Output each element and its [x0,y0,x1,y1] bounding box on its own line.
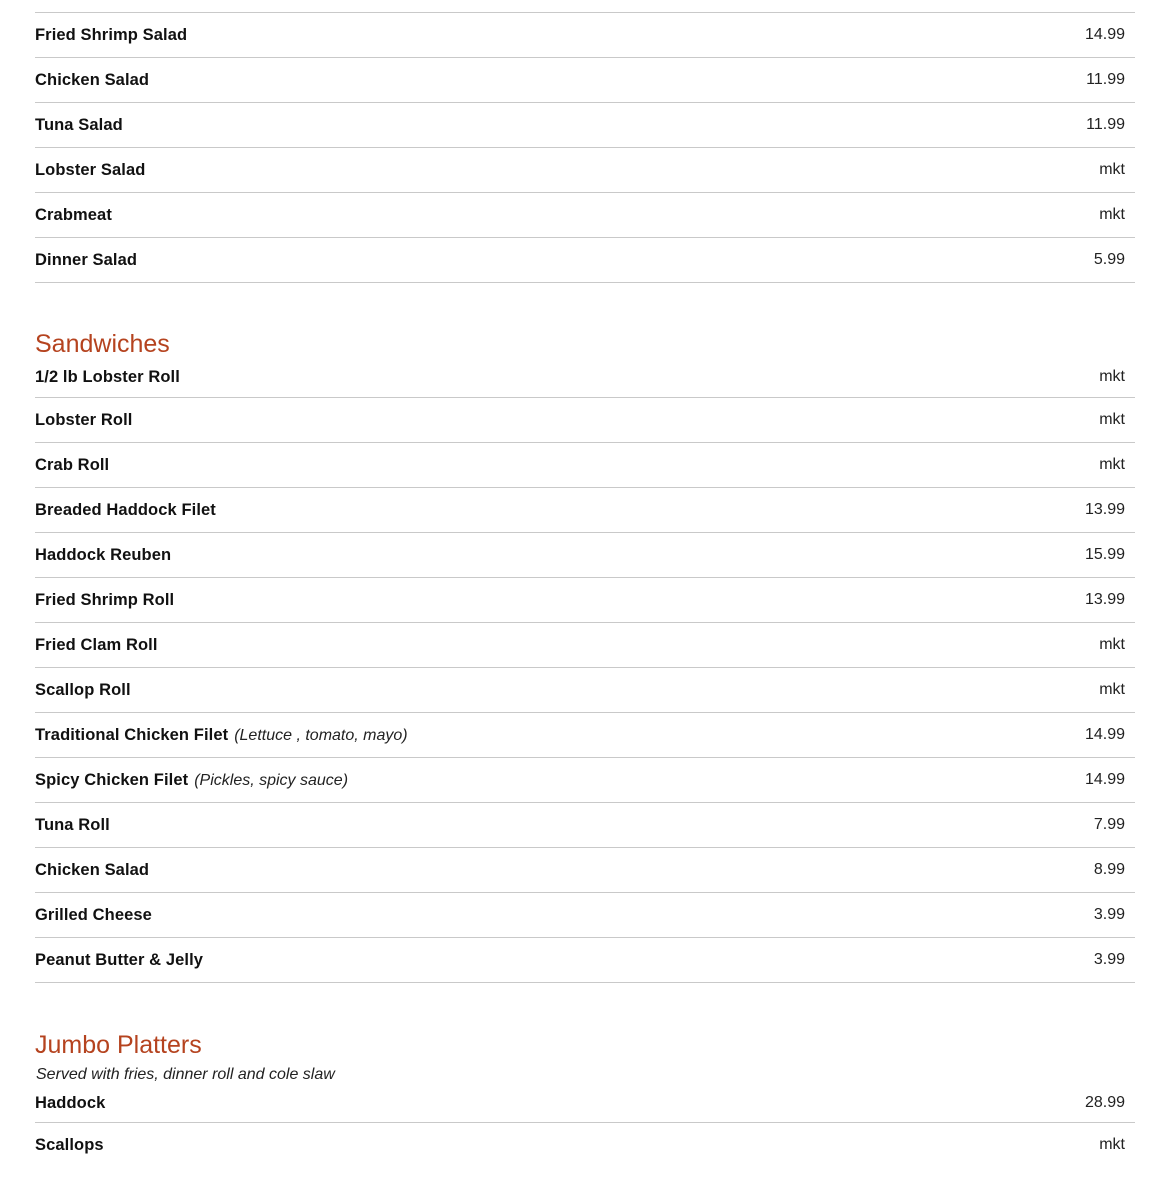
menu-item-row [35,13,1135,58]
item-name: Fried Shrimp Roll [35,590,175,609]
item-price: mkt [1099,368,1125,385]
menu-item-row [35,58,1135,103]
menu-item-row [35,533,1135,578]
menu-item-row [35,848,1135,893]
menu-item-row [35,623,1135,668]
item-price: 14.99 [1084,26,1125,43]
sandwiches-section [35,332,1135,983]
item-name: Scallops [35,1135,104,1154]
item-name: Tuna Roll [35,815,110,834]
menu-item-row [35,238,1135,283]
item-price: 14.99 [1084,726,1125,743]
item-price: mkt [1099,456,1125,473]
item-price: 13.99 [1084,501,1125,518]
menu-item-row [35,1123,1135,1167]
item-description: (Lettuce , tomato, mayo) [234,726,408,744]
menu-item-row [35,148,1135,193]
menu-item-row [35,103,1135,148]
item-name: Haddock Reuben [35,545,172,564]
item-name: Lobster Roll [35,410,133,429]
salads-section [35,13,1135,283]
item-name: Fried Clam Roll [35,635,158,654]
item-name: Haddock [35,1093,106,1112]
item-price: 14.99 [1084,771,1125,788]
menu-item-row [35,758,1135,803]
item-price: mkt [1099,411,1125,428]
item-price: 3.99 [1093,906,1125,923]
item-name: Peanut Butter & Jelly [35,950,204,969]
menu-item-row [35,488,1135,533]
menu-item-row [35,398,1135,443]
item-price: mkt [1099,161,1125,178]
item-name: Tuna Salad [35,115,123,134]
item-price: 5.99 [1093,251,1125,268]
item-name: Scallop Roll [35,680,131,699]
menu-item-row [35,578,1135,623]
menu-item-row [35,443,1135,488]
item-name: Chicken Salad [35,70,150,89]
menu-item-row [35,938,1135,983]
item-description: (Pickles, spicy sauce) [194,771,349,789]
item-price: mkt [1099,636,1125,653]
item-name: Breaded Haddock Filet [35,500,216,519]
platters-section [35,1033,1135,1167]
menu-item-row [35,668,1135,713]
item-price: 28.99 [1084,1094,1125,1111]
item-name: Traditional Chicken Filet [35,725,229,744]
item-name: Chicken Salad [35,860,150,879]
item-name: Crabmeat [35,205,112,224]
item-name: Fried Shrimp Salad [35,25,188,44]
menu-item-row [35,803,1135,848]
section-title: Sandwiches [35,330,170,358]
item-price: 8.99 [1093,861,1125,878]
item-price: 11.99 [1086,71,1125,88]
item-name: 1/2 lb Lobster Roll [35,367,180,386]
item-price: mkt [1099,1136,1125,1153]
item-price: 13.99 [1084,591,1125,608]
section-subtitle: Served with fries, dinner roll and cole slaw [36,1066,335,1083]
item-price: mkt [1099,206,1125,223]
item-price: 7.99 [1093,816,1125,833]
item-name: Lobster Salad [35,160,146,179]
item-name: Spicy Chicken Filet [35,770,189,789]
menu-item-row [35,893,1135,938]
menu-item-row [35,193,1135,238]
menu-item-row [35,1084,1135,1123]
item-price: 11.99 [1086,116,1125,133]
item-name: Dinner Salad [35,250,138,269]
item-price: 15.99 [1084,546,1125,563]
item-price: mkt [1099,681,1125,698]
item-price: 3.99 [1093,951,1125,968]
menu-item-row [35,713,1135,758]
menu-item-row [35,357,1135,398]
section-title: Jumbo Platters [35,1031,202,1059]
menu [35,12,1135,1167]
item-name: Crab Roll [35,455,110,474]
item-name: Grilled Cheese [35,905,152,924]
